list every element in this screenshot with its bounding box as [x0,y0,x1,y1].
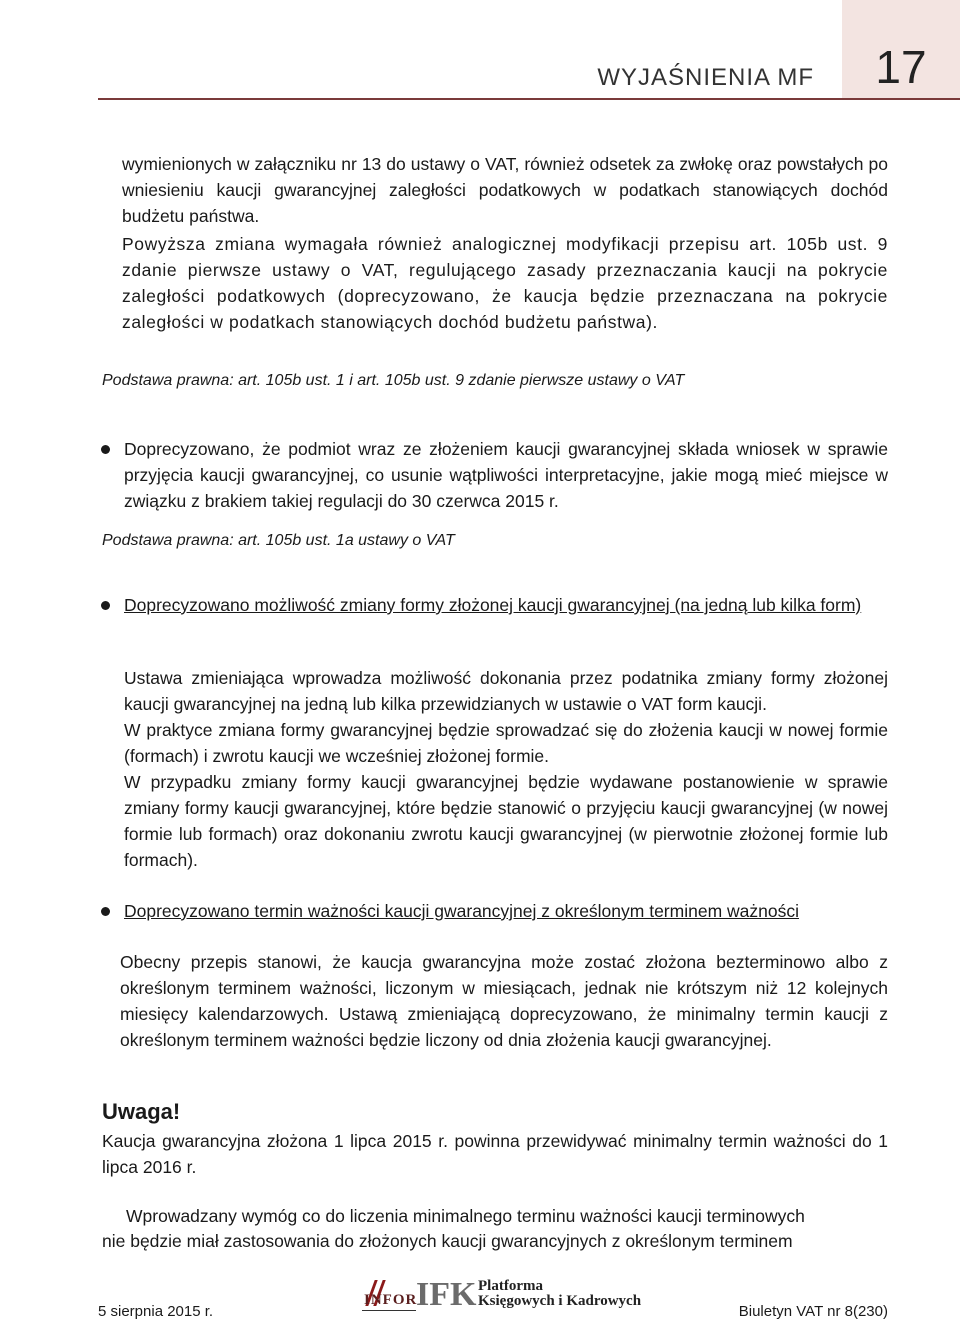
paragraph-6: Obecny przepis stanowi, że kaucja gwarancyjna może zostać złożona bezterminowo albo z określonym terminem ważności, liczonym w miesiącach, jednak nie krótszym niż 12 kolejnych miesięcy kalendarzowych. Ustawą zmieniającą doprecyzowano, że minimalny termin kaucji z określonym terminem ważności będzie liczony od dnia złożenia kaucji gwarancyjnej. [120,952,888,1050]
footer-date: 5 sierpnia 2015 r. [98,1303,214,1320]
note-text: Kaucja gwarancyjna złożona 1 lipca 2015 r. powinna przewidywać minimalny termin ważności do 1 lipca 2016 r. [102,1131,888,1177]
paragraph-7-line-2: nie będzie miał zastosowania do złożonych kaucji gwarancyjnych z określonym terminem [102,1231,793,1251]
legal-basis-2: Podstawa prawna: art. 105b ust. 1a ustawy o VAT [102,532,455,549]
bullet-1 [101,445,110,454]
paragraph-2: Powyższa zmiana wymagała również analogicznej modyfikacji przepisu art. 105b ust. 9 zdanie pierwsze ustawy o VAT, regulującego zasady przeznaczania kaucji na pokrycie zaległości podatkowych (doprecyzowano, że kaucja będzie przeznaczana na pokrycie zaległości w podatkach stanowiących dochód budżetu państwa). [122,234,888,332]
bullet-1-text: Doprecyzowano, że podmiot wraz ze złożeniem kaucji gwarancyjnej składa wniosek w sprawie przyjęcia kaucji gwarancyjnej, co usunie wątpliwości interpretacyjne, jakie mogą mieć miejsce w związku z brakiem takiej regulacji do 30 czerwca 2015 r. [124,439,888,511]
paragraph-4: W praktyce zmiana formy gwarancyjnej będzie sprowadzać się do złożenia kaucji w nowej formie (formach) i zwrotu kaucji we wcześniej złożonej formie. [124,720,888,766]
paragraph-5: W przypadku zmiany formy kaucji gwarancyjnej będzie wydawane postanowienie w sprawie zmiany formy kaucji gwarancyjnej, które będzie stanowić o przyjęciu kaucji gwarancyjnej (w nowej formie lub formach) oraz dokonaniu zwrotu kaucji gwarancyjnej (w pierwotnie złożonej formie lub formach). [124,772,888,870]
logo-ifk: IFK [416,1276,477,1313]
paragraph-1: wymienionych w załączniku nr 13 do ustawy o VAT, również odsetek za zwłokę oraz powstałych po wniesieniu kaucji gwarancyjnej zaległości podatkowych w podatkach stanowiących dochód budżetu państwa. [122,154,888,226]
bullet-3 [101,907,110,916]
bullet-2 [101,601,110,610]
paragraph-7-line-1: Wprowadzany wymóg co do liczenia minimalnego terminu ważności kaucji terminowych [126,1206,805,1226]
section-title: WYJAŚNIENIA MF [597,64,814,91]
header-rule [98,98,960,100]
legal-basis-1: Podstawa prawna: art. 105b ust. 1 i art. 105b ust. 9 zdanie pierwsze ustawy o VAT [102,372,685,389]
note-title: Uwaga! [102,1099,181,1124]
logo-infor: INFOR [364,1292,418,1308]
paragraph-3: Ustawa zmieniająca wprowadza możliwość dokonania przez podatnika zmiany formy złożonej kaucji gwarancyjnej na jedną lub kilka przewidzianych w ustawie o VAT form kaucji. [124,668,888,714]
publisher-logo [362,1276,642,1316]
page-number: 17 [875,41,927,93]
bullet-3-heading: Doprecyzowano termin ważności kaucji gwarancyjnej z określonym terminem ważności [124,901,799,921]
logo-line-1: Platforma [478,1278,543,1294]
logo-rule [362,1310,416,1311]
bullet-2-heading: Doprecyzowano możliwość zmiany formy złożonej kaucji gwarancyjnej (na jedną lub kilka form) [124,595,862,615]
footer-issue: Biuletyn VAT nr 8(230) [738,1303,888,1320]
logo-line-2: Księgowych i Kadrowych [478,1293,642,1309]
